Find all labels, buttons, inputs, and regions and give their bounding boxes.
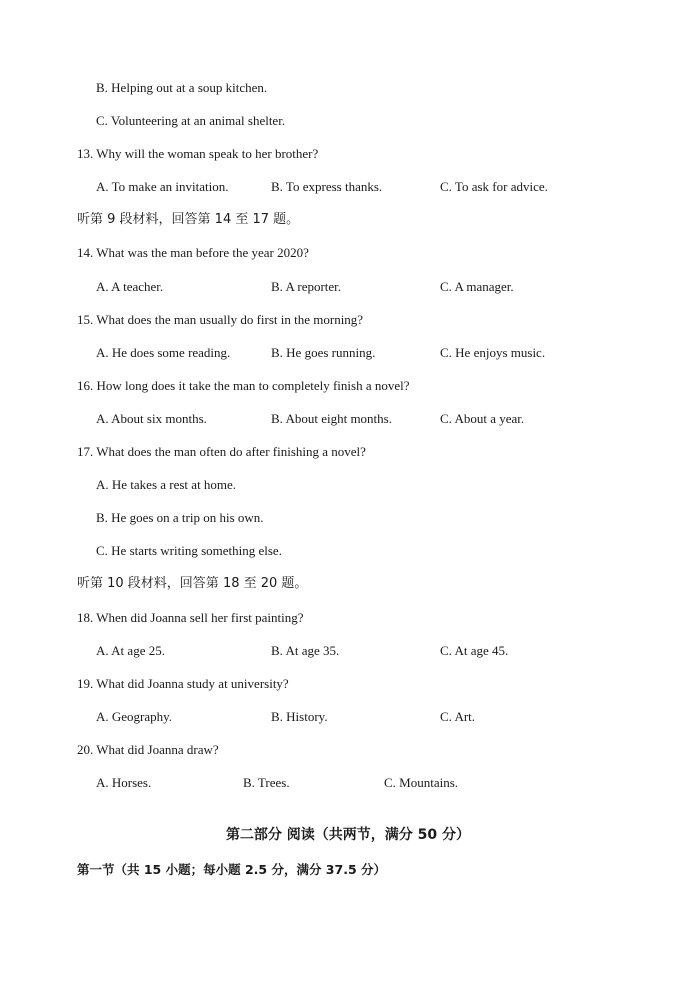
q17-option-a: A. He takes a rest at home. — [96, 477, 237, 492]
q16-option-c: C. About a year. — [440, 411, 525, 426]
instruction-passage-10: 听第 10 段材料，回答第 18 至 20 题。 — [77, 576, 308, 591]
q13-question: 13. Why will the woman speak to her brother? — [77, 146, 319, 161]
q20-option-b: B. Trees. — [243, 775, 290, 790]
instruction-passage-9: 听第 9 段材料，回答第 14 至 17 题。 — [77, 212, 300, 227]
q14-question: 14. What was the man before the year 2020? — [77, 245, 309, 260]
q12-option-c: C. Volunteering at an animal shelter. — [96, 113, 286, 128]
q14-option-b: B. A reporter. — [271, 279, 342, 294]
q20-options — [0, 774, 696, 792]
q14-option-a: A. A teacher. — [96, 279, 164, 294]
q17-option-c: C. He starts writing something else. — [96, 543, 282, 558]
q15-options — [0, 344, 696, 362]
q18-option-a: A. At age 25. — [96, 643, 165, 658]
q13-options — [0, 178, 696, 196]
q16-question: 16. How long does it take the man to completely finish a novel? — [77, 378, 410, 393]
q18-option-b: B. At age 35. — [271, 643, 340, 658]
q20-option-c: C. Mountains. — [384, 775, 459, 790]
q14-options — [0, 278, 696, 296]
q20-question: 20. What did Joanna draw? — [77, 742, 219, 757]
q19-options — [0, 708, 696, 726]
q19-option-a: A. Geography. — [96, 709, 173, 724]
q15-option-b: B. He goes running. — [271, 345, 376, 360]
q18-question: 18. When did Joanna sell her first painting? — [77, 610, 304, 625]
q17-question: 17. What does the man often do after finishing a novel? — [77, 444, 366, 459]
q13-option-c: C. To ask for advice. — [440, 179, 548, 194]
q15-question: 15. What does the man usually do first in the morning? — [77, 312, 364, 327]
q18-option-c: C. At age 45. — [440, 643, 509, 658]
q16-option-a: A. About six months. — [96, 411, 207, 426]
q17-option-b: B. He goes on a trip on his own. — [96, 510, 264, 525]
q18-options — [0, 642, 696, 660]
part2-title: 第二部分 阅读（共两节，满分 50 分） — [225, 827, 471, 843]
q16-options — [0, 410, 696, 428]
q16-option-b: B. About eight months. — [271, 411, 392, 426]
q13-option-a: A. To make an invitation. — [96, 179, 229, 194]
q13-option-b: B. To express thanks. — [271, 179, 383, 194]
q12-option-b: B. Helping out at a soup kitchen. — [96, 80, 268, 95]
q15-option-a: A. He does some reading. — [96, 345, 231, 360]
q19-question: 19. What did Joanna study at university? — [77, 676, 289, 691]
q20-option-a: A. Horses. — [96, 775, 152, 790]
q19-option-b: B. History. — [271, 709, 328, 724]
q15-option-c: C. He enjoys music. — [440, 345, 546, 360]
section1-title: 第一节（共 15 小题；每小题 2.5 分，满分 37.5 分） — [77, 862, 386, 877]
q19-option-c: C. Art. — [440, 709, 476, 724]
q14-option-c: C. A manager. — [440, 279, 514, 294]
